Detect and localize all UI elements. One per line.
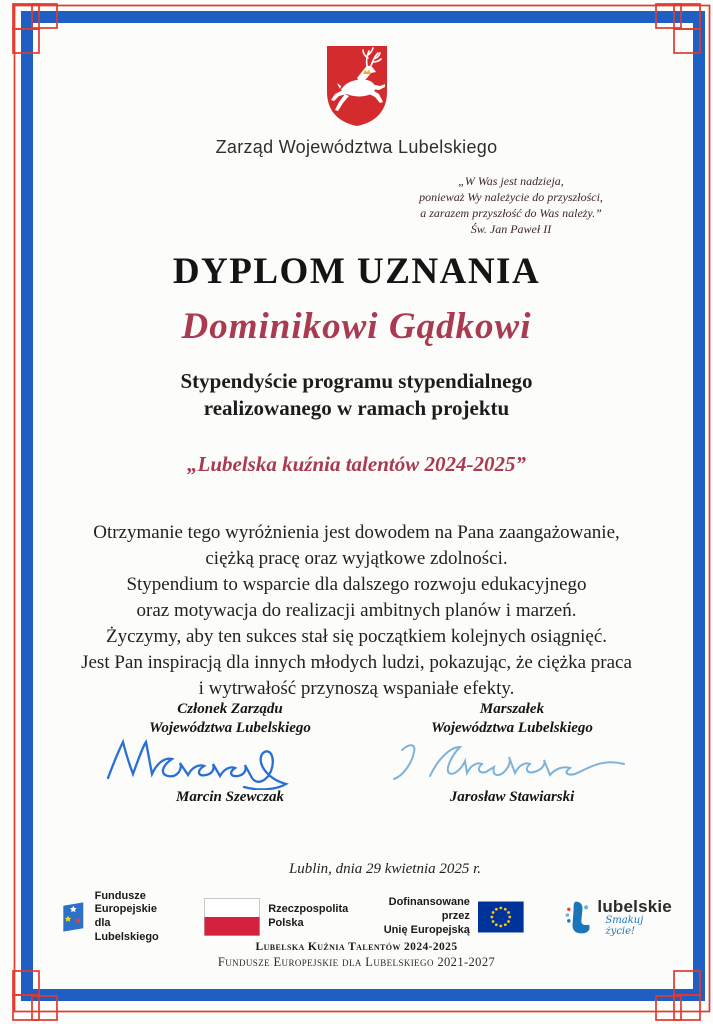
cofunded-logo (378, 896, 523, 937)
poland-label-line: Rzeczpospolita (268, 903, 349, 916)
quote-attribution: Św. Jan Paweł II (470, 222, 552, 237)
poland-logo (204, 898, 348, 936)
poland-label-line: Polska (268, 917, 304, 929)
body-paragraph (0, 520, 713, 702)
footer-caption-project: Lubelska Kuźnia Talentów 2024-2025 (255, 941, 458, 953)
diploma-title: DYPLOM UZNANIA (172, 251, 541, 292)
eu-funds-flag-icon (60, 893, 87, 941)
body-line: Otrzymanie tego wyróżnienia jest dowodem na Pana zaangażowanie, (93, 522, 620, 543)
date-line: Lublin, dnia 29 kwietnia 2025 r. (288, 861, 482, 877)
subtitle (0, 368, 713, 423)
quote-block (361, 174, 661, 238)
coat-of-arms-icon (325, 44, 389, 128)
quote-line: ponieważ Wy należycie do przyszłości, (419, 189, 603, 204)
signer-role-line: Województwa Lubelskiego (149, 719, 311, 736)
subtitle-line-2: realizowanego w ramach projektu (203, 396, 510, 421)
right-signature-icon (382, 734, 642, 790)
project-name: „Lubelska kuźnia talentów 2024-2025” (187, 452, 526, 476)
lubelskie-label: lubelskie (597, 897, 672, 916)
body-line: Stypendium to wsparcie dla dalszego rozwoju edukacyjnego (126, 574, 587, 596)
body-line: i wytrwałość przynoszą wspaniałe efekty. (198, 678, 515, 700)
signer-name: Marcin Szewczak (176, 788, 284, 805)
body-line: Jest Pan inspiracją dla innych młodych ludzi, pokazując, że ciężka praca (81, 652, 632, 674)
footer-caption-program: Fundusze Europejskie dla Lubelskiego 2021-2027 (217, 955, 496, 969)
recipient-name: Dominikowi Gądkowi (181, 306, 532, 347)
cofunded-label-line: Unię Europejską (383, 923, 470, 936)
signer-role-line: Członek Zarządu (177, 701, 283, 717)
signer-role-line: Województwa Lubelskiego (431, 719, 593, 736)
eu-funds-label-line: dla Lubelskiego (94, 917, 159, 943)
eu-flag-icon (478, 898, 524, 936)
quote-line: a zarazem przyszłość do Was należy.” (420, 205, 602, 220)
lubelskie-logo-icon (564, 897, 593, 937)
body-line: oraz motywacja do realizacji ambitnych planów i marzeń. (136, 600, 577, 622)
body-line: ciężką pracę oraz wyjątkowe zdolności. (205, 548, 508, 570)
lubelskie-logo (564, 897, 674, 937)
signer-role-line: Marszałek (479, 701, 545, 717)
cofunded-label-line: Dofinansowane przez (388, 896, 470, 923)
org-name: Zarząd Województwa Lubelskiego (215, 137, 498, 157)
signature-block-left (80, 700, 380, 806)
body-line: Życzymy, aby ten sukces stał się początkiem kolejnych osiągnięć. (105, 626, 608, 648)
subtitle-line-1: Stypendyście programu stypendialnego (180, 369, 533, 393)
signature-block-right (362, 700, 662, 806)
footer-logos (60, 889, 672, 943)
quote-line: „W Was jest nadzieja, (458, 174, 564, 188)
poland-flag-icon (204, 898, 260, 936)
signer-name: Jarosław Stawiarski (449, 788, 575, 805)
eu-funds-logo (60, 890, 172, 945)
lubelskie-tagline: Smakuj życie! (605, 915, 644, 937)
eu-funds-label-line: Fundusze Europejskie (94, 889, 157, 916)
left-signature-icon (100, 734, 360, 790)
